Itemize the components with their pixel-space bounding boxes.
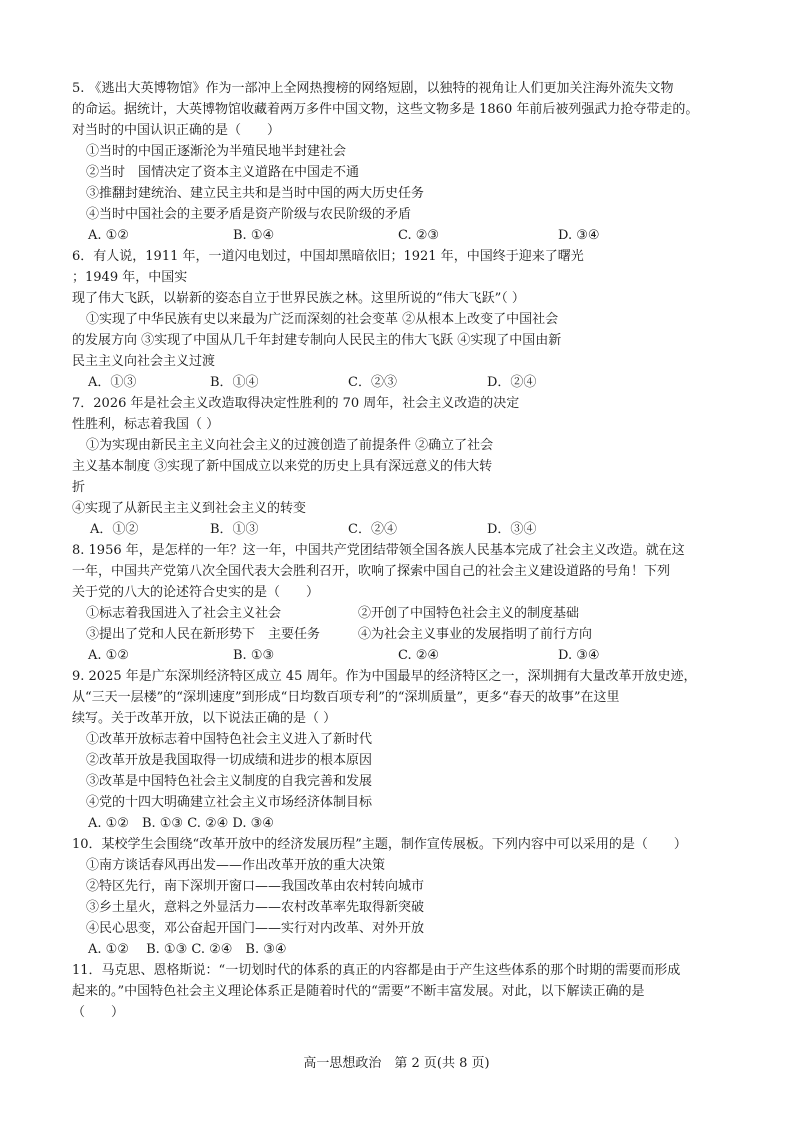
q9-stem-line-2: 从“三天一层楼”的“深圳速度”到形成“日均数百项专利”的“深圳质量”，更多“春天的故事”在这里 [72, 690, 620, 705]
q5-stem-line-2: 的命运。据统计，大英博物馆收藏着两万多件中国文物，这些文物多是 1860 年前后被列强武力抢夺带走的。 [72, 102, 699, 117]
q8-option-b: B. ①③ [233, 648, 275, 663]
q5-option-c: C. ②③ [398, 228, 440, 243]
q5-stem-line-1: 5. 《逃出大英博物馆》作为一部冲上全网热搜榜的网络短剧，以独特的视角让人们更加关注海外流失文物 [72, 81, 674, 96]
q9-stem-line-3: 续写。关于改革开放，以下说法正确的是（ ） [72, 711, 337, 726]
q7-stem-line-1: 7．2026 年是社会主义改造取得决定性胜利的 70 周年，社会主义改造的决定 [72, 396, 520, 411]
q7-option-d: D．③④ [487, 522, 537, 537]
q5-statement-1: ①当时的中国正逐渐沦为半殖民地半封建社会 [86, 144, 347, 159]
q10-statement-3: ③乡土星火，意料之外显活力——农村改革率先取得新突破 [86, 900, 425, 915]
q8-stem-line-1: 8. 1956 年，是怎样的一年？这一年，中国共产党团结带领全国各族人民基本完成了社会主义改造。就在这 [72, 543, 685, 558]
q9-statement-3: ③改革是中国特色社会主义制度的自我完善和发展 [86, 774, 373, 789]
q7-option-c: C．②④ [348, 522, 397, 537]
q10-stem-line-1: 10．某校学生会围绕“改革开放中的经济发展历程”主题，制作宣传展板。下列内容中可以采用的是（ ） [72, 837, 687, 852]
q9-statement-2: ②改革开放是我国取得一切成绩和进步的根本原因 [86, 753, 373, 768]
q8-statement-4: ④为社会主义事业的发展指明了前行方向 [358, 627, 593, 642]
q11-stem-line-1: 11．马克思、恩格斯说：“一切划时代的体系的真正的内容都是由于产生这些体系的那个时期的需要而形成 [72, 963, 681, 978]
q6-stem-line-3: 现了伟大飞跃，以崭新的姿态自立于世界民族之林。这里所说的“伟大飞跃”（ ） [72, 291, 525, 306]
q6-option-a: A．①③ [88, 375, 137, 390]
q6-stem-line-1: 6．有人说，1911 年，一道闪电划过，中国却黑暗依旧；1921 年，中国终于迎来了曙光 [72, 249, 584, 264]
q9-options: A. ①② B. ①③ C. ②④ D. ③④ [88, 816, 274, 831]
q9-stem-line-1: 9. 2025 年是广东深圳经济特区成立 45 周年。作为中国最早的经济特区之一，深圳拥有大量改革开放史迹， [72, 669, 697, 684]
q10-statement-2: ②特区先行，南下深圳开窗口——我国改革由农村转向城市 [86, 879, 425, 894]
q5-stem-line-3: 对当时的中国认识正确的是（ ） [72, 123, 281, 138]
q10-options: A. ①② B. ①③ C. ②④ B. ③④ [88, 942, 287, 957]
q6-option-d: D．②④ [487, 375, 537, 390]
q7-statement-line-1: ①为实现由新民主主义向社会主义的过渡创造了前提条件 ②确立了社会 [86, 438, 494, 453]
q5-statement-3: ③推翻封建统治、建立民主共和是当时中国的两大历史任务 [86, 186, 425, 201]
q10-statement-1: ①南方谈话春风再出发——作出改革开放的重大决策 [86, 858, 386, 873]
q6-statement-line-1: ①实现了中华民族有史以来最为广泛而深刻的社会变革 ②从根本上改变了中国社会 [86, 312, 559, 327]
q11-stem-line-3: （ ） [72, 1005, 125, 1020]
q6-option-c: C．②③ [348, 375, 397, 390]
q8-option-a: A. ①② [88, 648, 129, 663]
q8-option-c: C. ②④ [398, 648, 440, 663]
q6-statement-line-3: 民主主义向社会主义过渡 [72, 354, 216, 369]
q6-option-b: B．①④ [210, 375, 259, 390]
q11-stem-line-2: 起来的。”中国特色社会主义理论体系正是随着时代的“需要”不断丰富发展。对此，以下解读正确的是 [72, 984, 645, 999]
q7-statement-line-4: ④实现了从新民主主义到社会主义的转变 [72, 501, 307, 516]
q7-statement-line-3: 折 [72, 480, 86, 495]
q9-statement-4: ④党的十四大明确建立社会主义市场经济体制目标 [86, 795, 373, 810]
q5-option-a: A. ①② [88, 228, 129, 243]
q5-option-b: B. ①④ [233, 228, 275, 243]
q6-stem-line-2: ；1949 年，中国实 [72, 270, 188, 285]
page-footer: 高一思想政治 第 2 页(共 8 页) [303, 1056, 490, 1071]
q8-stem-line-2: 一年，中国共产党第八次全国代表大会胜利召开，吹响了探索中国自己的社会主义建设道路的号角！下列 [72, 564, 671, 579]
q7-option-a: A．①② [90, 522, 139, 537]
q5-statement-4: ④当时中国社会的主要矛盾是资产阶级与农民阶级的矛盾 [86, 207, 412, 222]
q5-option-d: D. ③④ [558, 228, 600, 243]
q7-statement-line-2: 主义基本制度 ③实现了新中国成立以来党的历史上具有深远意义的伟大转 [72, 459, 493, 474]
q7-option-b: B．①③ [210, 522, 259, 537]
q10-statement-4: ④民心思变，邓公奋起开国门——实行对内改革、对外开放 [86, 921, 425, 936]
q5-statement-2: ②当时 国情决定了资本主义道路在中国走不通 [86, 165, 360, 180]
q8-stem-line-3: 关于党的八大的论述符合史实的是（ ） [72, 585, 320, 600]
q8-statement-3: ③提出了党和人民在新形势下 主要任务 [86, 627, 321, 642]
q8-option-d: D. ③④ [558, 648, 600, 663]
q8-statement-2: ②开创了中国特色社会主义的制度基础 [358, 606, 580, 621]
q6-statement-line-2: 的发展方向 ③实现了中国从几千年封建专制向人民民主的伟大飞跃 ④实现了中国由新 [72, 333, 562, 348]
q9-statement-1: ①改革开放标志着中国特色社会主义进入了新时代 [86, 732, 373, 747]
q8-statement-1: ①标志着我国进入了社会主义社会 [86, 606, 282, 621]
q7-stem-line-2: 性胜利，标志着我国（ ） [72, 417, 220, 432]
